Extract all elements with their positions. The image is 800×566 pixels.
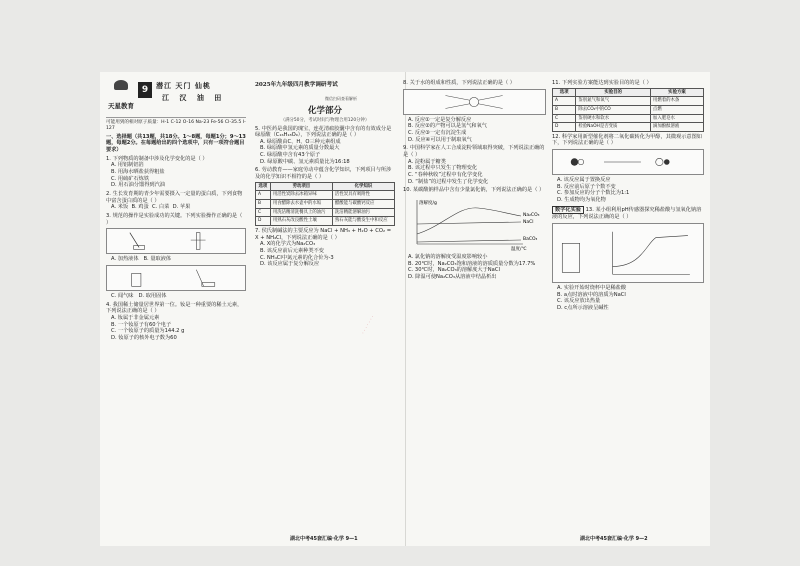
exam-title-block [255,78,395,104]
q1-option-b: B. 用海水晒盐获得粗盐 [111,169,165,176]
cities-line-1: 潜江 天门 仙桃 [156,81,211,90]
column-3 [403,78,546,281]
table-cell: B [553,105,576,114]
watermark: · · · · · · · [360,314,377,336]
column-2 [255,78,395,268]
table-cell: 滴加酚酞溶液 [650,123,703,132]
q4-option-a: A. 钕属于非金属元素 [111,314,160,321]
table-row [553,105,704,114]
footer-left: 湖北中考45套汇编·化学 9—1 [290,536,358,542]
question-9: 9. 中国科学家在人工合成淀粉领域取得突破，下列说法正确的是（ ） [403,145,545,158]
table-cell: 用食醋除去水壶中的水垢 [270,200,332,209]
q4-option-c: C. 一个钕原子的质量为144.2 g [111,328,185,335]
solubility-curve-drawing [403,196,546,252]
reaction-network-drawing [404,90,545,114]
q3-options-row-2 [106,293,246,300]
q8-option-c: C. 反应③一定有沉淀生成 [408,129,467,136]
question-2: 2. 生长发育期的青少年需要摄入一定量的蛋白质，下列食物中富含蛋白质的是（ ） [106,191,243,204]
score-note: （满分50分，考试时间与物理合用120分钟） [280,117,370,123]
q5-option-d: D. 绿原酸中碳、氢元素质量比为16:18 [260,158,350,165]
q10-option-c: C. 30℃时，Na₂CO₃的溶解度大于NaCl [408,267,500,274]
table-row [256,217,395,226]
table-cell: 检验NaOH是否变质 [576,123,651,132]
q8-option-b: B. 反应②的产物可以是氢气和氧气 [408,123,487,130]
q9-option-d: D. “制盐”的过程中发生了化学变化 [408,178,489,185]
q1-option-d: D. 用石油分馏得到汽油 [111,182,165,189]
q13-option-d: D. c点所示溶液呈碱性 [557,305,609,311]
lab-apparatus-drawing [107,229,245,253]
table-row [553,97,704,106]
q3-options-row-1 [106,256,246,263]
molecule-reaction-drawing [553,150,703,174]
q2-option-b: B. 鸡蛋 [131,204,149,211]
exam-title: 2025年九年级四月教学调研考试 [255,82,338,88]
q4-option-d: D. 钕原子的核外电子数为60 [111,334,177,341]
table-cell: 点燃 [650,105,703,114]
q13-option-c: C. 该反应放出热量 [557,298,601,305]
q8-option-a: A. 反应①一定是复分解反应 [408,116,472,123]
q1-option-c: C. 用硫矿石炼铁 [111,175,150,182]
q10-option-b: B. 20℃时，Na₂CO₃饱和溶液的溶质质量分数为17.7% [408,260,536,267]
q3-option-c: C. 闻气味 [111,292,134,299]
q13-option-a: A. 实验开始时烧杯中是稀盐酸 [557,285,627,292]
q13-option-b: B. a点时溶液中的溶质为NaCl [557,291,626,298]
ph-sensor-figure [552,223,704,283]
q11-col-option: 选项 [553,88,576,97]
cities-line-2: 江 汉 油 田 [162,93,226,102]
reaction-diagram [403,89,546,115]
q7-option-a: A. X的化学式为Na₂CO₃ [260,241,316,248]
q5-option-a: A. 绿原酸由C、H、O三种元素组成 [260,138,341,145]
table-cell: 活性炭具有吸附性 [332,191,394,200]
publisher-logo [106,80,136,114]
q10-option-d: D. 降温可使Na₂CO₃从溶液中结晶析出 [408,273,497,280]
lab-apparatus-drawing-2 [107,266,245,290]
q6-table [255,182,395,226]
series-label-nacl: NaCl [523,219,534,225]
q9-option-b: B. 该过程中只发生了物理变化 [408,165,478,172]
q6-col-project: 劳动项目 [270,182,332,191]
table-row [256,200,395,209]
q7-option-b: B. 该反应前后元素种类不变 [260,247,324,254]
q2-option-a: A. 米饭 [111,204,129,211]
paper-number-badge: 9 [138,82,152,98]
footer-right: 湖北中考45套汇编·化学 9—2 [580,536,648,542]
table-cell: C [553,114,576,123]
lab-apparatus-figure-1 [106,228,246,254]
q4-option-b: B. 一个钕原子有60个电子 [111,321,172,328]
q2-option-c: C. 白菜 [152,204,170,211]
table-cell: 除去CO₂中的CO [576,105,651,114]
column-4 [552,78,704,312]
series-label-na2co3: Na₂CO₃ [523,212,540,218]
table-cell: 加入肥皂水 [650,114,703,123]
table-cell: 鉴别氮气和氧气 [576,97,651,106]
question-11: 11. 下列实验方案能达到实验目的的是（ ） [552,80,652,86]
question-7: 7. 侯氏制碱法的主要反应为 NaCl + NH₃ + H₂O + CO₂ = X + NH₄Cl，下列说法正确的是（ ） [255,227,392,241]
table-cell: 用活性炭除去冰箱异味 [270,191,332,200]
question-1: 1. 下列物质的制备中涉及化学变化的是（ ） [106,155,208,162]
table-cell: 熟石灰能与酸发生中和反应 [332,217,394,226]
q9-option-c: C. “春种秋收”过程中有化学变化 [408,171,483,178]
q12-option-b: B. 反应前后原子个数不变 [557,183,616,190]
q8-option-d: D. 反应④可以用于制取氧气 [408,136,472,143]
table-cell: 用燃着的木条 [650,97,703,106]
q1-option-a: A. 用铝制铝箔 [111,162,144,169]
solubility-graph [403,196,546,252]
graduation-cap-icon [114,80,128,90]
table-row [256,208,395,217]
brand-name: 天星教育 [108,102,134,110]
q12-option-a: A. 该反应属于置换反应 [557,177,611,184]
section-1-heading: 一、选择题（共13题，共18分。1～8题，每题1分；9～13题，每题2分。在每题给出的四个选项中，只有一项符合题目要求） [106,133,246,154]
q2-options [106,204,246,211]
q12-option-c: C. 参加反应的分子个数比为1:1 [557,190,630,197]
y-axis-label: 溶解度/g [419,200,437,206]
q11-table-header [553,88,704,97]
question-13: 13. 某小组利用pH传感器探究稀盐酸与氢氧化钠溶液的反应，下列说法正确的是（ ） [552,206,702,221]
q6-table-header [256,182,395,191]
q3-option-a: A. 加热液体 [111,256,139,263]
table-cell: D [553,123,576,132]
q11-col-method: 实验方案 [650,88,703,97]
q3-option-d: D. 取用固体 [138,292,167,299]
q5-option-b: B. 绿原酸中氢元素的质量分数最大 [260,145,340,152]
ph-sensor-drawing [553,224,703,282]
question-8: 8. 关于水的组成和性质，下列说法正确的是（ ） [403,80,515,86]
question-13-block [552,206,704,221]
question-5: 5. 中医药是我国的瑰宝，连花清瘟胶囊中含有的有效成分是绿原酸（C₁₆H₁₈O₉），下列说法正确的是（ ） [255,125,392,139]
table-cell: A [553,97,576,106]
qr-scan-note: 微信扫码查看解析 [325,96,357,101]
table-cell: 醋酸能与碳酸钙反应 [332,200,394,209]
part-title: 化学部分 [307,106,342,116]
table-cell: B [256,200,271,209]
q6-col-knowledge: 化学知识 [332,182,394,191]
table-row [553,114,704,123]
exam-sheet [100,72,710,546]
q10-option-a: A. 氯化钠的溶解度受温度影响较小 [408,253,488,260]
x-axis-label: 温度/℃ [511,246,527,252]
q5-option-c: C. 绿原酸中含有43个原子 [260,152,321,159]
q11-table [552,88,704,132]
atomic-mass-note: 可能用到的相对原子质量：H-1 C-12 O-16 Na-23 Fe-56 Cl-35.5 I-127 [106,120,246,131]
question-3: 3. 规范的操作是实验成功的关键。下列实验操作正确的是（ ） [106,212,243,226]
lab-apparatus-figure-2 [106,265,246,291]
q11-col-purpose: 实验目的 [576,88,651,97]
q6-col-option: 选项 [256,182,271,191]
table-cell: 鉴别硬水和软水 [576,114,651,123]
table-row [256,191,395,200]
series-label-baco3: BaCO₃ [523,236,538,242]
q7-option-c: C. NH₄Cl中氮元素的化合价为-3 [260,254,334,261]
table-cell: A [256,191,271,200]
molecule-diagram [552,149,704,175]
question-6: 6. 劳动教育——家庭劳动中蕴含化学知识，下列项目与所涉及的化学知识不相符的是（ ） [255,167,392,181]
q3-option-b: B. 量取液体 [143,256,172,263]
column-1 [106,78,246,342]
question-10: 10. 某碳酸钠样品中含有少量氯化钠，下列说法正确的是（ ） [403,187,545,194]
q7-option-d: D. 该反应属于复分解反应 [260,261,320,268]
table-cell: 用熟石灰改良酸性土壤 [270,217,332,226]
question-4: 4. 我国稀土储量居世界第一位。钕是一种重要的稀土元素，下列说法正确的是（ ） [106,301,243,315]
q12-option-d: D. 生成物均为氧化物 [557,197,606,204]
table-row [553,123,704,132]
q9-option-a: A. 淀粉属于糖类 [408,158,446,165]
table-cell: 用洗洁精清洗餐具上的油污 [270,208,332,217]
q2-option-d: D. 苹果 [172,204,191,211]
exam-header [106,78,246,118]
table-cell: 洗洁精能溶解油污 [332,208,394,217]
digital-experiment-tag: 数字化实验 [552,206,584,215]
table-cell: C [256,208,271,217]
question-12: 12. 科学家用新型催化剂将二氧化碳转化为甲醇，其微观示意图如下，下列说法正确的是（ ） [552,133,702,147]
table-cell: D [256,217,271,226]
